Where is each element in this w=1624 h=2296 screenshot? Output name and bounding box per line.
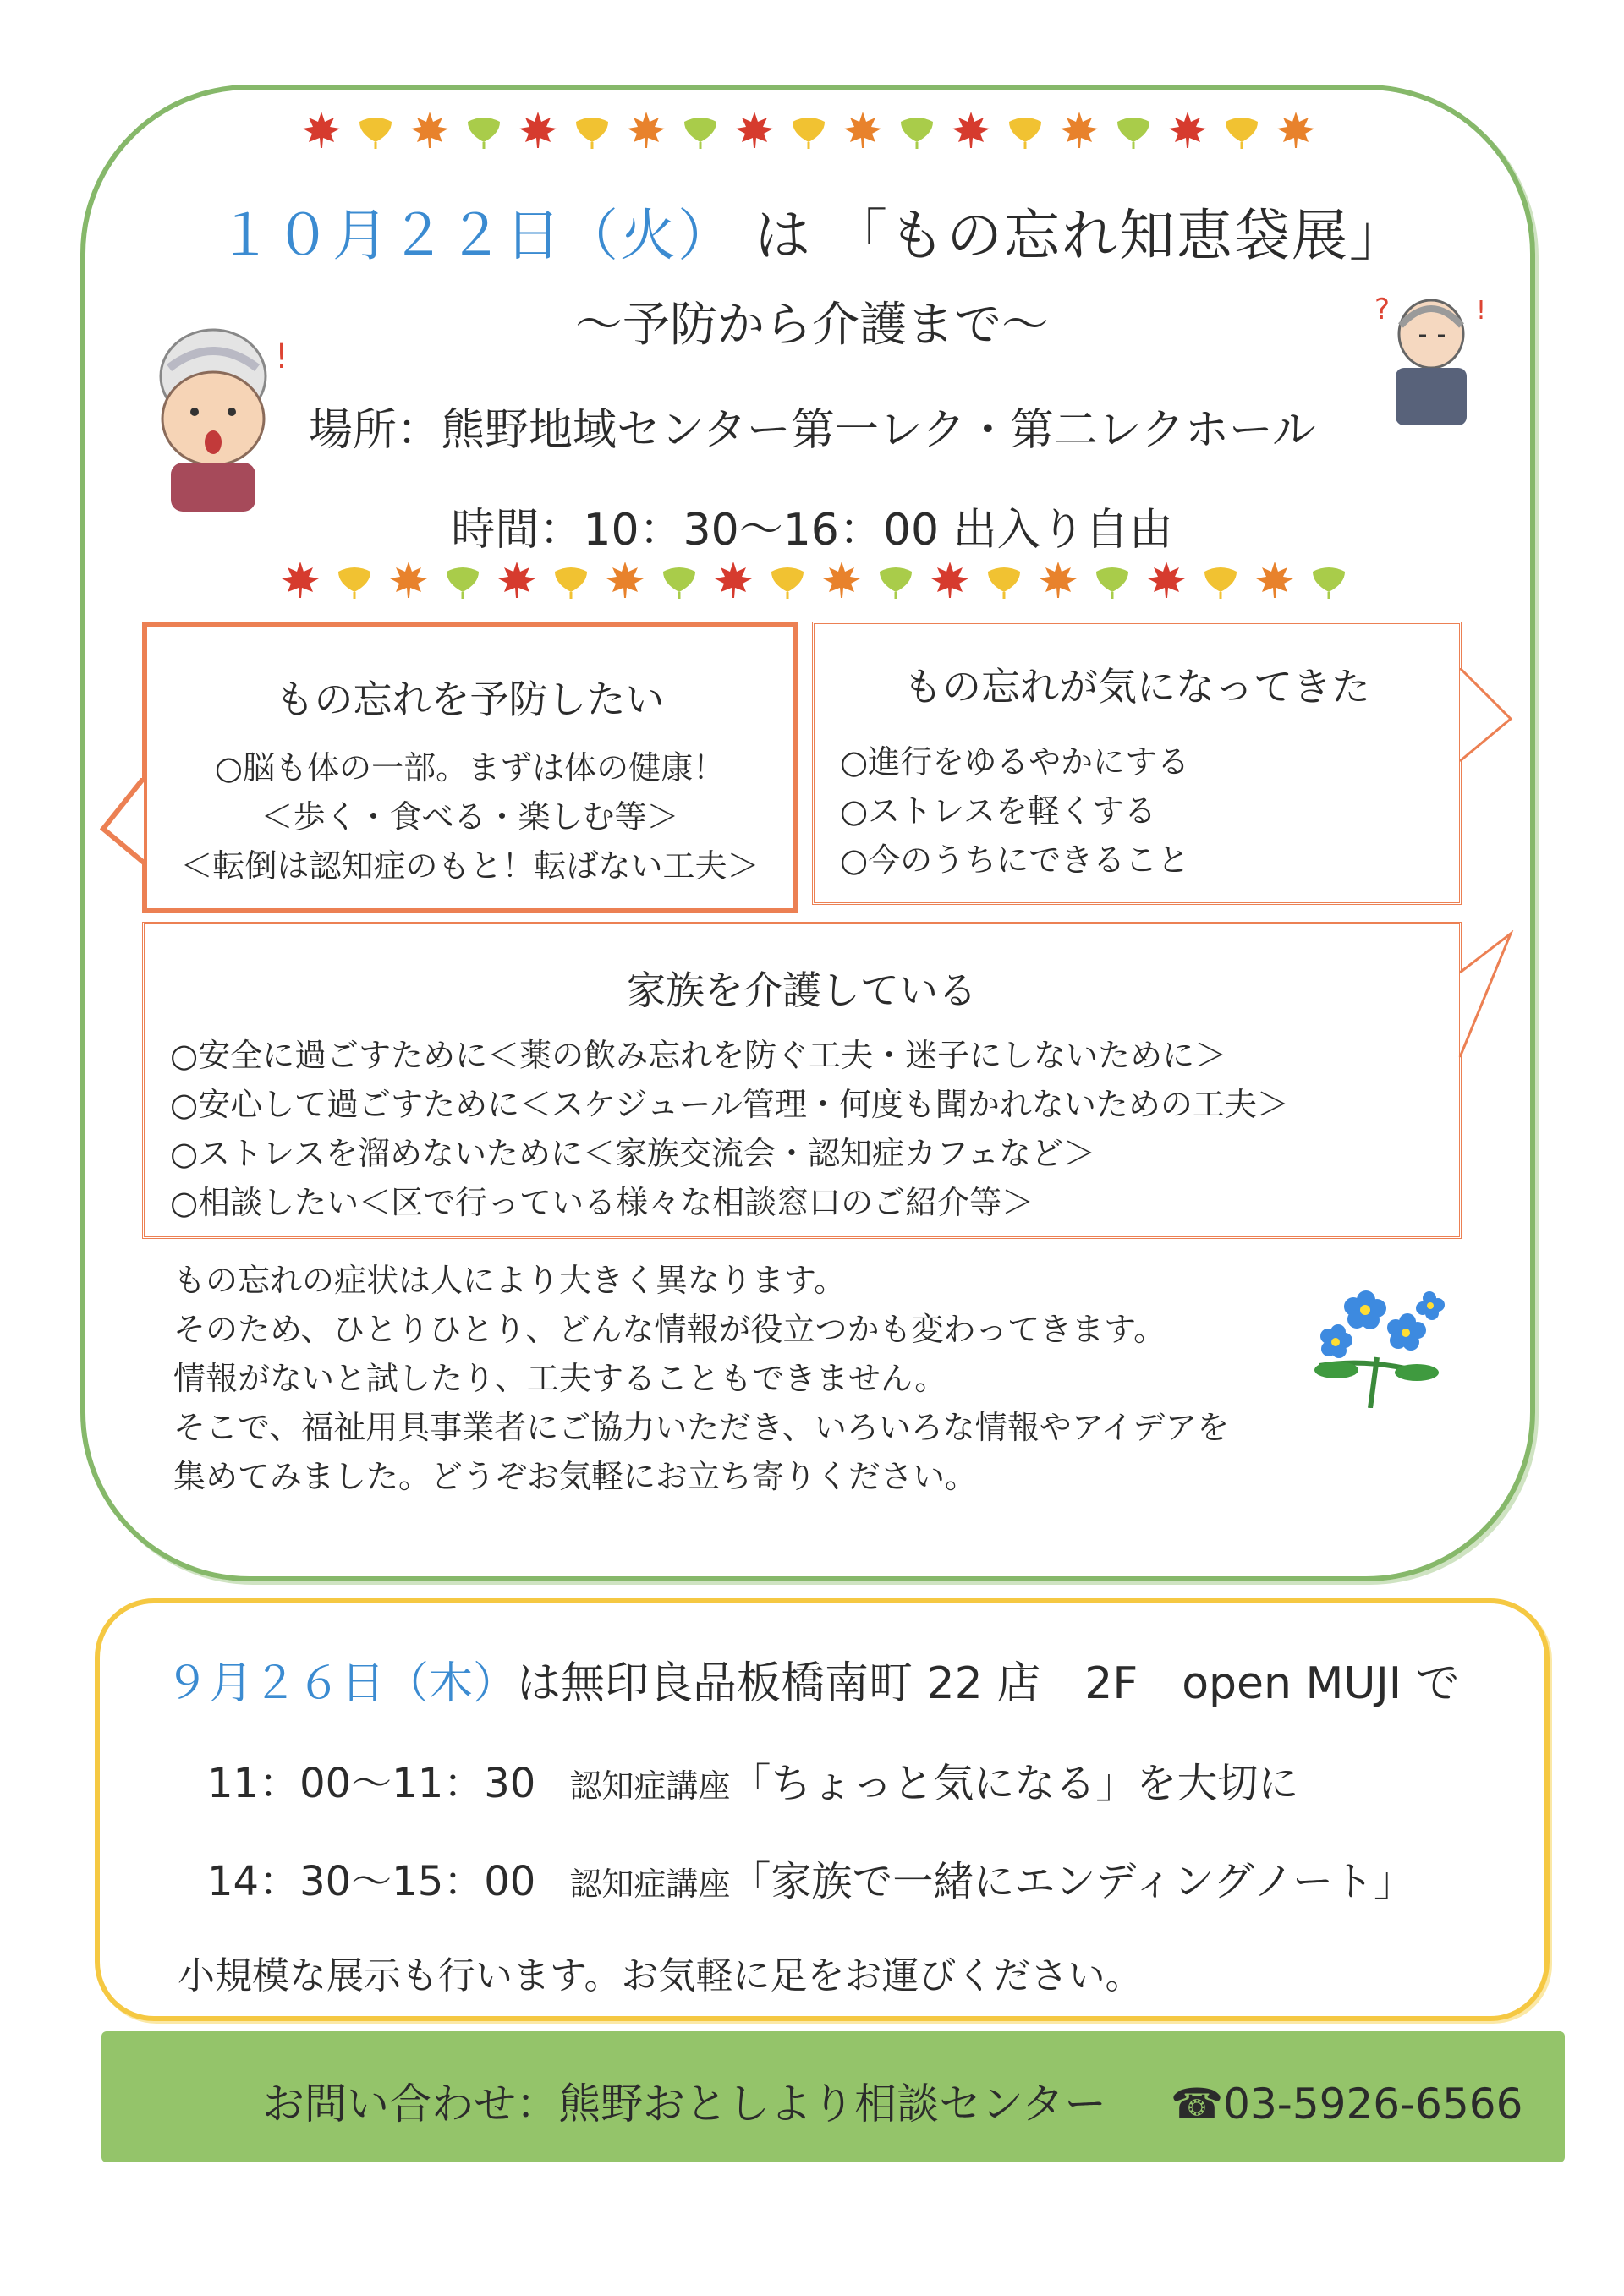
box-prevent bbox=[142, 622, 798, 913]
maple-leaf-icon bbox=[820, 558, 863, 600]
maple-leaf-icon bbox=[1037, 558, 1079, 600]
ginkgo-leaf-icon bbox=[679, 108, 721, 151]
maple-leaf-icon bbox=[733, 108, 776, 151]
box-concern-line: ○今のうちにできること bbox=[840, 841, 1190, 879]
grandfather-illustration bbox=[1370, 283, 1493, 427]
box-family-line: ○安心して過ごすために＜スケジュール管理・何度も聞かれないための工夫＞ bbox=[170, 1086, 1289, 1123]
description-line: そこで、福祉用具事業者にご協力いただき、いろいろな情報やアイデアを bbox=[173, 1409, 1230, 1446]
maple-leaf-icon bbox=[929, 558, 971, 600]
maple-leaf-icon bbox=[1058, 108, 1100, 151]
event-subtitle: ～予防から介護まで～ bbox=[575, 298, 1049, 353]
ginkgo-leaf-icon bbox=[442, 558, 484, 600]
event-title bbox=[0, 190, 1624, 271]
box-concern-line: ○ストレスを軽くする bbox=[840, 792, 1157, 830]
maple-leaf-icon bbox=[409, 108, 451, 151]
box-family-heading: 家族を介護している bbox=[627, 967, 977, 1013]
maple-leaf-icon bbox=[279, 558, 321, 600]
description-line: もの忘れの症状は人により大きく異なります。 bbox=[173, 1262, 846, 1299]
schedule-label: 認知症講座 bbox=[569, 1866, 731, 1903]
box-family bbox=[142, 922, 1462, 1239]
schedule-label: 認知症講座 bbox=[569, 1767, 731, 1805]
box-family-line: ○相談したい＜区で行っている様々な相談窓口のご紹介等＞ bbox=[170, 1184, 1034, 1221]
event-date: １０月２２日（火） bbox=[217, 203, 736, 268]
description-line: 情報がないと試したり、工夫することもできません。 bbox=[173, 1360, 947, 1397]
ginkgo-leaf-icon bbox=[1199, 558, 1242, 600]
maple-leaf-icon bbox=[496, 558, 538, 600]
maple-leaf-icon bbox=[1275, 108, 1317, 151]
contact-phone: ☎03-5926-6566 bbox=[1170, 2080, 1523, 2129]
schedule-row bbox=[207, 1849, 1414, 1907]
speech-pointer-right bbox=[1457, 668, 1516, 778]
maple-leaf-icon bbox=[604, 558, 646, 600]
box-prevent-line: ＜歩く・食べる・楽しむ等＞ bbox=[261, 798, 679, 836]
ginkgo-leaf-icon bbox=[550, 558, 592, 600]
ginkgo-leaf-icon bbox=[463, 108, 505, 151]
schedule-row bbox=[207, 1751, 1298, 1809]
maple-leaf-icon bbox=[387, 558, 430, 600]
ginkgo-leaf-icon bbox=[875, 558, 917, 600]
ginkgo-leaf-icon bbox=[983, 558, 1025, 600]
ginkgo-leaf-icon bbox=[1112, 108, 1155, 151]
ginkgo-leaf-icon bbox=[896, 108, 938, 151]
schedule-time: 14：30～15：00 bbox=[207, 1858, 536, 1905]
speech-pointer-left bbox=[100, 778, 151, 879]
ginkgo-leaf-icon bbox=[1004, 108, 1046, 151]
event-connector: は bbox=[754, 203, 812, 268]
schedule-time: 11：00～11：30 bbox=[207, 1760, 536, 1807]
ginkgo-leaf-icon bbox=[787, 108, 830, 151]
contact-info bbox=[262, 2070, 1522, 2131]
svg-text:!: ! bbox=[1476, 296, 1487, 326]
box-family-line: ○ストレスを溜めないために＜家族交流会・認知症カフェなど＞ bbox=[170, 1135, 1096, 1172]
event-name: 「もの忘れ知恵袋展」 bbox=[831, 203, 1407, 268]
maple-leaf-icon bbox=[517, 108, 559, 151]
maple-leaf-icon bbox=[1145, 558, 1188, 600]
contact-label: お問い合わせ：熊野おとしより相談センター bbox=[262, 2080, 1106, 2129]
description-line: 集めてみました。どうぞお気軽にお立ち寄りください。 bbox=[173, 1458, 978, 1495]
ginkgo-leaf-icon bbox=[1308, 558, 1350, 600]
box-family-line: ○安全に過ごすために＜薬の飲み忘れを防ぐ工夫・迷子にしないために＞ bbox=[170, 1037, 1227, 1074]
event-place: 場所：熊野地域センター第一レク・第二レクホール bbox=[309, 405, 1316, 456]
ginkgo-leaf-icon bbox=[354, 108, 397, 151]
maple-leaf-icon bbox=[950, 108, 992, 151]
autumn-leaves-top bbox=[300, 108, 1317, 151]
event-time: 時間：10：30～16：00 出入り自由 bbox=[451, 505, 1173, 556]
box-concern-heading: もの忘れが気になってきた bbox=[903, 664, 1370, 710]
box-concern bbox=[812, 622, 1462, 905]
schedule-title: 「家族で一緒にエンディングノート」 bbox=[730, 1858, 1415, 1905]
speech-pointer-right-family bbox=[1457, 930, 1516, 1066]
maple-leaf-icon bbox=[842, 108, 884, 151]
ginkgo-leaf-icon bbox=[658, 558, 700, 600]
forget-me-not-flower-icon bbox=[1303, 1281, 1451, 1408]
muji-venue: は無印良品板橋南町 22 店 2F open MUJI で bbox=[517, 1658, 1460, 1709]
svg-text:!: ! bbox=[275, 337, 289, 376]
box-prevent-line: ○脳も体の一部。まずは体の健康！ bbox=[214, 749, 726, 786]
maple-leaf-icon bbox=[625, 108, 667, 151]
description-line: そのため、ひとりひとり、どんな情報が役立つかも変わってきます。 bbox=[173, 1311, 1166, 1348]
ginkgo-leaf-icon bbox=[1221, 108, 1263, 151]
ginkgo-leaf-icon bbox=[333, 558, 376, 600]
maple-leaf-icon bbox=[712, 558, 754, 600]
box-prevent-line: ＜転倒は認知症のもと！転ばない工夫＞ bbox=[180, 847, 760, 885]
muji-date: ９月２６日（木） bbox=[165, 1658, 518, 1709]
grandmother-illustration bbox=[135, 317, 292, 512]
autumn-leaves-middle bbox=[279, 558, 1350, 600]
schedule-title: 「ちょっと気になる」を大切に bbox=[730, 1760, 1299, 1807]
box-prevent-heading: もの忘れを予防したい bbox=[275, 677, 665, 722]
ginkgo-leaf-icon bbox=[766, 558, 809, 600]
maple-leaf-icon bbox=[1166, 108, 1209, 151]
maple-leaf-icon bbox=[300, 108, 343, 151]
ginkgo-leaf-icon bbox=[571, 108, 613, 151]
muji-note: 小規模な展示も行います。お気軽に足をお運びください。 bbox=[178, 1954, 1143, 1997]
svg-text:?: ? bbox=[1374, 293, 1391, 326]
muji-title bbox=[165, 1647, 1460, 1711]
box-concern-line: ○進行をゆるやかにする bbox=[840, 743, 1190, 781]
maple-leaf-icon bbox=[1254, 558, 1296, 600]
description-text bbox=[173, 1256, 1229, 1501]
ginkgo-leaf-icon bbox=[1091, 558, 1133, 600]
